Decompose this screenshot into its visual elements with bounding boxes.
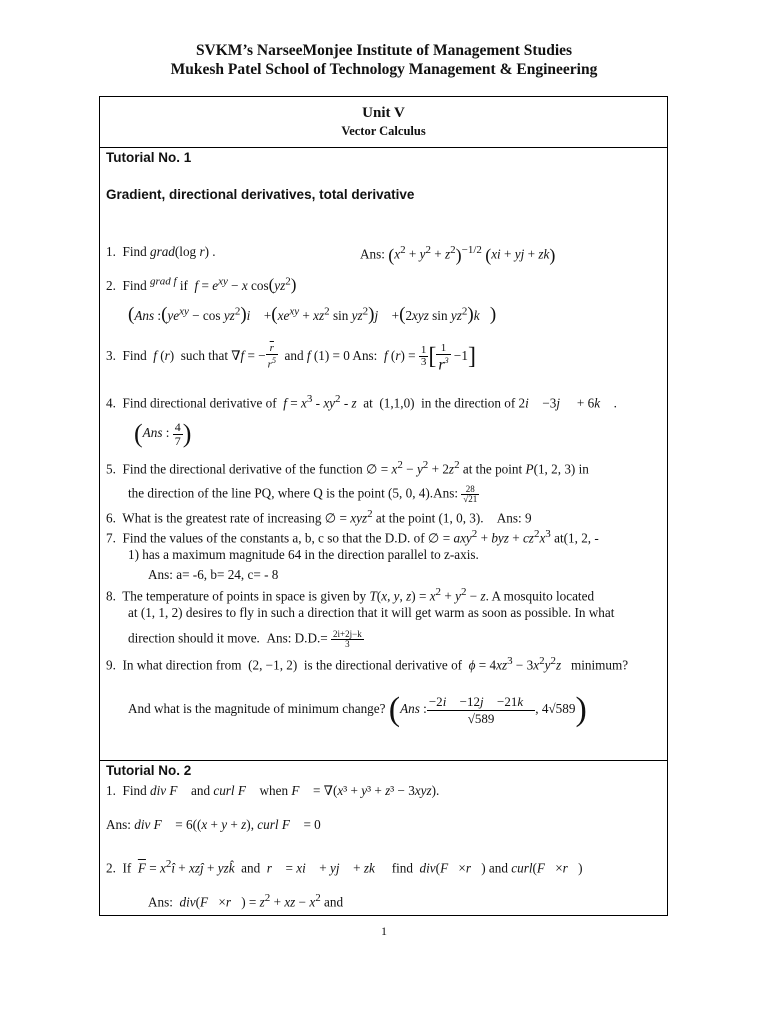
answer-1: Ans: $(x^2 + y^2 + z^2)^{-1/2}$ (xi + yj + zk) bbox=[360, 244, 556, 265]
t2-answer-1: Ans: div F⃗ = 6((x + y + z), curl F⃗ = 0 bbox=[106, 817, 321, 832]
question-4: 4. Find directional derivative of $f = x^3 - xy^2 - z$ at (1,1,0) in the direction of 2i⃗ −3j⃗ + 6k⃗ . bbox=[106, 393, 617, 411]
question-number: 1. bbox=[106, 783, 116, 798]
question-5: 5. Find the directional derivative of the function ∅ = $x^2 - y^2 + 2z^2$ at the point P(1, 2, 3) in bbox=[106, 459, 589, 477]
question-1: 1. Find grad(log r) . bbox=[106, 244, 216, 259]
question-7-cont: 1) has a maximum magnitude 64 in the direction parallel to z-axis. bbox=[128, 547, 479, 562]
question-8: 8. The temperature of points in space is given by T(x, y, $z) = x^2 + y^2 - z$. A mosquito located bbox=[106, 586, 595, 604]
answer-2: (Ans $:(ye^{xy} - \cos$ $yz^2)i⃗ +(xe^{xy} + xz^2$ $\sin yz^2)j⃗ +(2xyz$ $\sin yz^2)k⃗$) bbox=[128, 304, 497, 325]
question-9-cont: And what is the magnitude of minimum change? (Ans : $\frac{-2i⃗ -12j⃗ -21k⃗}{√589}$ , 4√589) bbox=[128, 691, 587, 728]
question-9-text2: And what is the magnitude of minimum change? bbox=[128, 701, 386, 717]
question-number: 8. bbox=[106, 588, 116, 604]
answer-7: Ans: a= -6, b= 24, c= - 8 bbox=[148, 567, 279, 582]
question-number: 2. bbox=[106, 278, 116, 293]
question-number: 2. bbox=[106, 860, 116, 876]
question-number: 7. bbox=[106, 530, 116, 546]
document-header bbox=[0, 41, 768, 79]
question-8-cont: at (1, 1, 2) desires to fly in such a direction that it will get warm as soon as possible. In what bbox=[128, 605, 615, 620]
question-number: 6. bbox=[106, 510, 116, 526]
school-name: Mukesh Patel School of Technology Management & Engineering bbox=[170, 61, 598, 78]
tutorial-2-heading: Tutorial No. 2 bbox=[106, 763, 192, 778]
question-6: 6. What is the greatest rate of increasing ∅ = xyz$^2$ at the point (1, 0, 3). Ans: 9 bbox=[106, 508, 532, 526]
question-number: 9. bbox=[106, 657, 116, 673]
question-number: 1. bbox=[106, 244, 116, 259]
tutorial-1-topic: Gradient, directional derivatives, total derivative bbox=[106, 187, 415, 202]
content-box bbox=[99, 96, 668, 916]
t2-question-2: 2. If $\overline{F}$ = $x^2î$ + xzĵ + yzk̂ and r⃗ = xi⃗ + yj⃗ + zk⃗ find div(F⃗×r⃗) and curl(F⃗×r⃗) bbox=[106, 858, 583, 876]
question-number: 3. bbox=[106, 347, 116, 363]
institute-name: SVKM’s NarseeMonjee Institute of Management Studies bbox=[195, 42, 573, 59]
page-number: 1 bbox=[381, 924, 387, 938]
question-number: 4. bbox=[106, 395, 116, 411]
t2-answer-2: Ans: div(F⃗×r⃗) = $z^2$ + xz − $x^2$ and bbox=[148, 892, 344, 910]
divider bbox=[100, 147, 667, 148]
unit-subject: Vector Calculus bbox=[341, 124, 426, 138]
question-7: 7. Find the values of the constants a, b, c so that the D.D. of ∅ = axy$^2$ + byz + $cz^2x^3$ at(1, 2, - bbox=[106, 528, 599, 546]
question-3: 3. Find f (r) such that ∇f = − $\frac{\overline{r}}{r^5}$ and f (1) = 0 Ans: f (r) = $\frac{1}{3}$ [ $\frac{1}{r^3}$ −1] bbox=[106, 342, 476, 374]
divider bbox=[100, 760, 667, 761]
answer-4: (Ans : $\frac{4}{7}$ ) bbox=[134, 419, 192, 448]
question-2: 2. Find $^{grad f}$ if $f = e^{xy} - x$ $\cos(yz^2)$ bbox=[106, 275, 297, 294]
question-5-cont: the direction of the line PQ, where Q is the point (5, 0, 4).Ans: $\frac{28}{√21}$ bbox=[128, 484, 478, 504]
question-8-cont2: direction should it move. Ans: D.D.= $\frac{2i+2j-k}{3}$ bbox=[128, 629, 362, 649]
t2-question-1: 1. Find div F⃗ and curl F⃗ when F⃗ = ∇(x³ + y³ + z³ − 3xyz). bbox=[106, 783, 440, 798]
unit-title: Unit V bbox=[362, 105, 405, 121]
question-number: 5. bbox=[106, 461, 116, 477]
question-9: 9. In what direction from (2, −1, 2) is the directional derivative of $\phi = 4xz^3 - 3x^2y^2z$ minimum? bbox=[106, 655, 629, 673]
tutorial-1-heading: Tutorial No. 1 bbox=[106, 150, 192, 165]
